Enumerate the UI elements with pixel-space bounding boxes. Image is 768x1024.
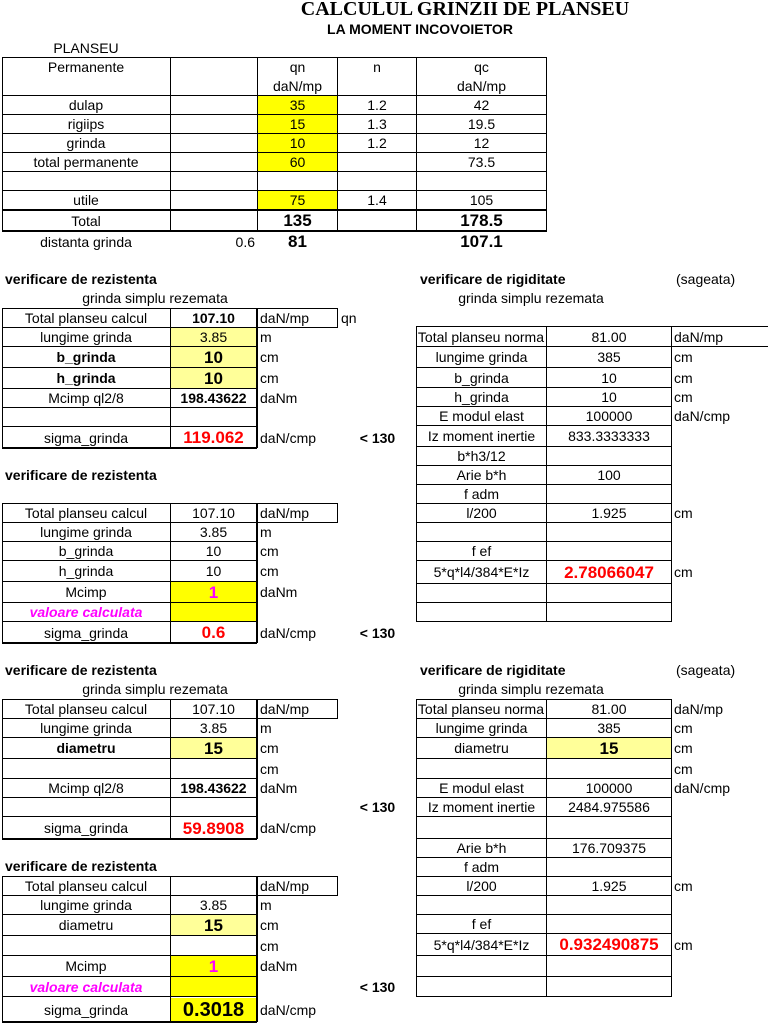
s1-value[interactable]: 10 (171, 347, 256, 367)
section-label: PLANSEU (53, 40, 119, 56)
s4-diameter-input[interactable]: 15 (171, 915, 256, 935)
r1-unit: cm (674, 564, 693, 580)
r1-unit: cm (674, 369, 693, 386)
total-qc: 178.5 (460, 211, 503, 230)
load-name: grinda (66, 135, 106, 151)
s2-calculated-label: valoare calculata (29, 604, 143, 620)
r1-label: Arie b*h (456, 467, 507, 483)
r2-label: diametru (454, 740, 509, 756)
s2-unit: daNm (260, 584, 298, 600)
r1-unit: cm (674, 349, 693, 365)
load-n (338, 153, 416, 171)
s1-unit: cm (260, 349, 279, 365)
s4-heading: verificare de rezistenta (5, 858, 157, 874)
s4-unit: m (260, 897, 272, 913)
r2-label: E modul elast (439, 780, 524, 796)
s4-sigma-value: 0.3018 (171, 998, 256, 1021)
r2-label: Total planseu norma (417, 701, 544, 717)
load-qc: 12 (473, 135, 490, 151)
s3-unit: m (260, 720, 272, 736)
s1-unit: daN/mp (260, 310, 310, 326)
s3-unit: daNm (260, 780, 298, 796)
r1-label: lungime grinda (435, 349, 528, 365)
load-n: 1.2 (367, 135, 387, 151)
s1-value[interactable]: 10 (171, 368, 256, 388)
r1-value: 100000 (585, 408, 633, 424)
r1-label: Total planseu norma (417, 328, 544, 345)
distance-qn: 81 (288, 232, 307, 251)
s4-unit: daN/mp (260, 878, 310, 894)
s4-value: 3.85 (199, 897, 228, 913)
unit-qn: daN/mp (272, 78, 323, 94)
s4-unit: daNm (260, 958, 298, 974)
r1-unit: daN/cmp (674, 408, 731, 424)
sheet-subtitle: LA MOMENT INCOVOIETOR (327, 21, 513, 37)
col-qn: qn (289, 59, 306, 75)
s1-label: Mcimp ql2/8 (48, 390, 124, 406)
r2-label: f adm (463, 859, 499, 875)
r2-value: 1.925 (591, 878, 627, 894)
s2-value: 107.10 (192, 505, 235, 521)
total-qn: 135 (283, 211, 312, 230)
s2-unit: daN/mp (260, 505, 310, 521)
r2-unit: cm (674, 936, 693, 953)
load-qc: 73.5 (467, 154, 496, 170)
col-qc: qc (474, 59, 489, 75)
s4-unit: daN/cmp (260, 1001, 317, 1018)
s1-heading: verificare de rezistenta (5, 271, 157, 287)
s2-label: sigma_grinda (43, 624, 129, 641)
load-qc: 105 (469, 192, 494, 208)
distance-value[interactable]: 0.6 (235, 233, 255, 250)
sheet-title: CALCULUL GRINZII DE PLANSEU (300, 0, 630, 18)
s1-label: lungime grinda (40, 329, 132, 345)
s3-sigma-value: 59.8908 (182, 818, 245, 838)
s3-label: diametru (56, 740, 116, 756)
s4-label: Total planseu calcul (24, 878, 148, 894)
r2-unit: daN/mp (674, 701, 724, 717)
load-qn[interactable]: 15 (258, 115, 337, 133)
s3-unit: daN/mp (260, 701, 310, 717)
s4-label: Mcimp (65, 958, 107, 974)
s2-value: 10 (205, 563, 222, 579)
s2-unit: cm (260, 563, 279, 579)
s2-label: lungime grinda (40, 524, 132, 540)
r2-value: 385 (597, 720, 621, 736)
r1-label: h_grinda (454, 389, 509, 405)
r2-label: Iz moment inertie (427, 799, 536, 815)
s1-label: Total planseu calcul (24, 310, 148, 326)
r2-subheading: grinda simplu rezemata (458, 681, 604, 697)
r1-label: f adm (463, 486, 499, 502)
load-n: 1.2 (367, 97, 387, 113)
r2-heading: verificare de rigiditate (420, 662, 566, 678)
load-qn[interactable]: 35 (258, 96, 337, 114)
total-label: Total (71, 212, 101, 229)
r2-unit: cm (674, 720, 693, 736)
r1-heading: verificare de rigiditate (420, 271, 566, 287)
r2-label: f ef (471, 916, 492, 932)
s2-unit: cm (260, 543, 279, 559)
r2-unit: cm (674, 760, 693, 777)
r1-label: 5*q*l4/384*E*Iz (433, 564, 530, 580)
r1-value: 10 (601, 369, 617, 386)
s1-unit: daNm (260, 390, 298, 406)
s3-value: 107.10 (192, 701, 235, 717)
s4-label: sigma_grinda (43, 1001, 129, 1018)
r2-deflection-value: 0.932490875 (559, 935, 659, 954)
load-name: dulap (68, 97, 104, 113)
s4-calculated-value[interactable] (171, 977, 256, 996)
col-n: n (373, 59, 381, 75)
s4-limit: < 130 (359, 978, 396, 995)
s1-label: sigma_grinda (43, 429, 129, 446)
r1-label: l/200 (466, 505, 497, 521)
load-qn[interactable]: 75 (258, 191, 337, 209)
s3-diameter-input[interactable]: 15 (171, 738, 256, 758)
s1-unit: daN/cmp (260, 429, 317, 446)
r2-label: l/200 (466, 878, 497, 894)
s2-label: Total planseu calcul (24, 505, 148, 521)
s1-value: 107.10 (192, 310, 235, 326)
s3-limit: < 130 (359, 799, 396, 815)
s3-heading: verificare de rezistenta (5, 662, 157, 678)
s3-label: Mcimp ql2/8 (48, 780, 124, 796)
s2-sigma-value: 0.6 (201, 623, 226, 642)
s3-label: lungime grinda (40, 720, 132, 736)
r1-label: b_grinda (454, 369, 509, 386)
s2-unit: m (260, 524, 272, 540)
r1-unit: cm (674, 389, 693, 405)
unit-qc: daN/mp (456, 78, 507, 94)
load-qn[interactable]: 60 (258, 153, 337, 171)
r1-value: 100 (597, 467, 621, 483)
r1-label: Iz moment inertie (427, 428, 536, 444)
r2-value: 100000 (585, 780, 633, 796)
s1-qn-note: qn (341, 310, 357, 326)
s2-unit: daN/cmp (260, 624, 317, 641)
distance-qc: 107.1 (460, 232, 503, 251)
s4-unit: cm (260, 917, 279, 933)
r2-label: Arie b*h (456, 840, 507, 856)
s2-label: h_grinda (58, 563, 114, 579)
s3-label: sigma_grinda (43, 820, 129, 836)
s3-unit: cm (260, 740, 279, 756)
r2-unit: cm (674, 878, 693, 894)
r1-deflection-value: 2.78066047 (564, 562, 654, 582)
r1-label: b*h3/12 (457, 448, 506, 464)
s3-value: 198.43622 (180, 780, 247, 796)
s4-mcimp-input[interactable]: 1 (171, 956, 256, 976)
r1-subheading: grinda simplu rezemata (458, 290, 604, 306)
s1-limit: < 130 (359, 429, 396, 446)
s2-limit: < 130 (359, 624, 396, 641)
s4-unit: cm (260, 937, 279, 954)
s3-label: Total planseu calcul (24, 701, 148, 717)
r2-diameter-input[interactable]: 15 (547, 738, 671, 758)
s3-unit: daN/cmp (260, 820, 317, 836)
r2-value: 176.709375 (572, 840, 646, 856)
s2-value: 3.85 (199, 524, 228, 540)
s2-value: 10 (205, 543, 222, 559)
s2-calculated-value[interactable] (171, 603, 256, 621)
s4-value (171, 877, 256, 895)
load-n: 1.4 (367, 192, 387, 208)
s3-unit: cm (260, 760, 279, 777)
r1-unit: cm (674, 505, 693, 521)
load-qn[interactable]: 10 (258, 134, 337, 152)
load-name: total permanente (33, 154, 139, 170)
s1-unit: m (260, 329, 272, 345)
s1-label: h_grinda (56, 370, 116, 386)
load-qc: 19.5 (467, 116, 496, 132)
s1-unit: cm (260, 370, 279, 386)
s1-subheading: grinda simplu rezemata (82, 290, 228, 306)
load-name: utile (73, 192, 99, 208)
r1-value: 385 (597, 349, 621, 365)
s1-sigma-value: 119.062 (183, 428, 244, 447)
s2-mcimp-input[interactable]: 1 (171, 582, 256, 602)
r1-label: E modul elast (439, 408, 524, 424)
r2-unit: cm (674, 740, 693, 756)
s2-label: b_grinda (58, 543, 114, 559)
r1-label: f ef (471, 543, 492, 559)
r1-value: 1.925 (591, 505, 627, 521)
r2-label: lungime grinda (435, 720, 528, 736)
load-n: 1.3 (367, 116, 387, 132)
s1-value[interactable]: 3.85 (171, 328, 256, 346)
r2-unit: daN/cmp (674, 780, 731, 796)
r2-label: 5*q*l4/384*E*Iz (433, 936, 530, 953)
distance-label: distanta grinda (40, 233, 132, 250)
s1-label: b_grinda (56, 349, 116, 365)
s1-value: 198.43622 (180, 390, 247, 406)
r2-value: 81.00 (591, 701, 627, 717)
s2-heading: verificare de rezistenta (5, 467, 157, 483)
load-qc: 42 (473, 97, 490, 113)
r1-value: 10 (601, 389, 617, 405)
r1-value: 833.3333333 (568, 428, 650, 444)
r1-note: (sageata) (676, 271, 736, 287)
r2-value: 2484.975586 (568, 799, 650, 815)
s3-value: 3.85 (199, 720, 228, 736)
load-name: rigiips (67, 116, 105, 132)
r2-note: (sageata) (676, 662, 736, 678)
s4-calculated-label: valoare calculata (29, 978, 143, 995)
s2-label: Mcimp (65, 584, 107, 600)
r1-value: 81.00 (591, 328, 627, 345)
s4-label: lungime grinda (40, 897, 132, 913)
s3-subheading: grinda simplu rezemata (82, 681, 228, 697)
r1-unit: daN/mp (674, 328, 724, 345)
s4-label: diametru (58, 917, 114, 933)
col-permanente: Permanente (47, 59, 125, 75)
